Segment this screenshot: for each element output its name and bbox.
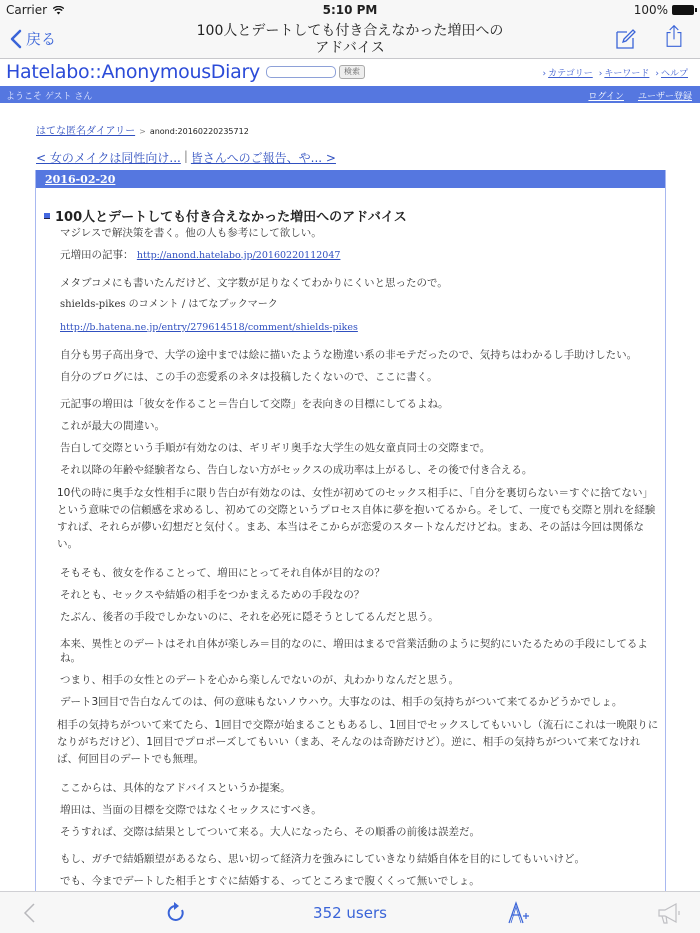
paragraph: 10代の時に奥手な女性相手に限り告白が有効なのは、女性が初めてのセックス相手に、「自分を裏切らない＝すぐに捨てない」という意味での信頼感を求めるし、初めての交際というプロセス自体に夢を抱いてるから。そして、一度でも交際と別れを経験すれば、それらが儚い幻想だと気付く。まあ、本当はそこからが恋愛のスタートなんだけどね。まあ、その話は今回は関係ない。 (57, 487, 656, 550)
battery-status: 100% (634, 3, 694, 17)
paragraph: 増田は、当面の目標を交際ではなくセックスにすべき。 (60, 804, 322, 816)
compose-icon[interactable] (614, 27, 638, 51)
paragraph: これが最大の間違い。 (60, 420, 165, 432)
carrier-label: Carrier (6, 3, 64, 17)
paragraph: 本来、異性とのデートはそれ自体が楽しみ＝目的なのに、増田はまるで営業活動のように契約にいたるための手段にしてるよね。 (60, 638, 648, 664)
bookmark-users-count (0, 904, 700, 922)
bottom-toolbar (0, 891, 700, 933)
page-title (180, 23, 520, 57)
share-icon[interactable] (662, 24, 686, 48)
entry-title (44, 206, 407, 225)
paragraph: マジレスで解決策を書く。他の人も参考にして欲しい。 (60, 227, 322, 239)
category-link[interactable]: › カテゴリー (543, 66, 593, 79)
site-logo[interactable]: Hatelabo::AnonymousDiary (6, 61, 260, 83)
pager-divider: | (183, 149, 188, 163)
paragraph: メタブコメにも書いたんだけど、文字数が足りなくてわかりにくいと思ったので。 (60, 277, 448, 289)
entry-permalink-icon[interactable] (44, 213, 50, 219)
paragraph: デート3回目で告白なんてのは、何の意味もないノウハウ。大事なのは、相手の気持ちがついて来てるかどうかでしょ。 (60, 696, 623, 708)
day-header (36, 170, 665, 188)
help-link[interactable]: › ヘルプ (655, 66, 688, 79)
search-button[interactable]: 検索 (339, 65, 365, 79)
site-header (0, 59, 700, 86)
next-entry-link[interactable]: 皆さんへのご報告、や... > (190, 151, 336, 165)
paragraph: そもそも、彼女を作ることって、増田にとってそれ自体が目的なの？ (60, 567, 385, 579)
paragraph: 自分のブログには、この手の恋愛系のネタは投稿したくないので、ここに書く。 (60, 371, 438, 383)
breadcrumb-current: anond:20160220235712 (149, 127, 249, 136)
user-links (588, 89, 692, 102)
welcome-bar (0, 86, 700, 103)
paragraph: 告白して交際という手順が有効なのは、ギリギリ奥手な大学生の処女童貞同士の交際まで。 (60, 442, 491, 454)
paragraph: 相手の気持ちがついて来てたら、1回目で交際が始まることもあるし、1回目でセックスしてもいいし（流石にこれは一晩限りになりがちだけど）、1回目でプロポーズしてもいい（まあ、そんなのは奇跡だけど）。逆に、相手の気持ちがついて来てなければ、何回目のデートでも無理。 (57, 719, 659, 765)
paragraph: たぶん、後者の手段でしかないのに、それを必死に隠そうとしてるんだと思う。 (60, 611, 439, 623)
breadcrumb-root-link[interactable]: はてな匿名ダイアリー (36, 126, 136, 137)
chevron-left-icon (10, 29, 22, 49)
paragraph: もし、ガチで結婚願望があるなら、思い切って経済力を強みにしていきなり結婚自体を目的にしてもいいけど。 (60, 853, 585, 865)
entry-title-text: 100人とデートしても付き合えなかった増田へのアドバイス (55, 210, 407, 225)
paragraph: それとも、セックスや結婚の相手をつかまえるための手段なの？ (60, 589, 365, 601)
megaphone-icon[interactable] (656, 901, 684, 925)
paragraph (60, 320, 660, 335)
font-size-icon[interactable] (506, 901, 532, 925)
breadcrumb-separator: > (139, 127, 146, 136)
register-link[interactable]: ユーザー登録 (637, 92, 692, 102)
navigation-bar (0, 20, 700, 59)
paragraph: ここからは、具体的なアドバイスというか提案。 (60, 782, 291, 794)
header-links (543, 66, 689, 79)
bookmark-comment-link[interactable]: http://b.hatena.ne.jp/entry/279614518/comment/shields-pikes (60, 322, 358, 333)
paragraph: でも、今までデートした相手とすぐに結婚する、ってところまで腹くくって無いでしょ。 (60, 875, 480, 887)
paragraph: 元記事の増田は「彼女を作ること＝告白して交際」を表向きの目標にしてるよね。 (60, 398, 449, 410)
prev-entry-link[interactable]: < 女のメイクは同性向け... (36, 151, 181, 165)
reload-icon[interactable] (165, 901, 187, 925)
paragraph: 自分も男子高出身で、大学の途中までは絵に描いたような勘違い系の非モテだったので、気持ちはわかるし手助けしたい。 (60, 349, 638, 361)
back-label: 戻る (26, 30, 57, 48)
search-input[interactable] (266, 66, 336, 78)
status-bar (0, 0, 700, 20)
paragraph: つまり、相手の女性とのデートを心から楽しんでないのが、丸わかりなんだと思う。 (60, 674, 459, 686)
back-button[interactable] (10, 28, 56, 49)
page-title-line1: 100人とデートしても付き合えなかった増田への (196, 23, 504, 39)
paragraph: 元増田の記事： http://anond.hatelabo.jp/20160220112047 (60, 249, 341, 261)
welcome-text: ようこそ ゲスト さん (6, 92, 93, 102)
paragraph: それ以降の年齢や経験者なら、告白しない方がセックスの成功率は上がるし、その後で付き合える。 (60, 464, 533, 476)
chevron-left-icon[interactable] (22, 902, 36, 924)
diary-day (35, 170, 666, 900)
entry-body (57, 226, 660, 933)
paragraph: shields-pikes のコメント / はてなブックマーク (60, 299, 278, 310)
paragraph: そうすれば、交際は結果としてついて来る。大人になったら、その順番の前後は誤差だ。 (60, 826, 480, 838)
battery-icon (672, 5, 694, 15)
keyword-link[interactable]: › キーワード (599, 66, 650, 79)
entry-date-link[interactable]: 2016-02-20 (45, 173, 116, 186)
breadcrumb (36, 122, 249, 137)
page-title-line2: アドバイス (315, 40, 385, 56)
login-link[interactable]: ログイン (588, 92, 624, 102)
clock: 5:10 PM (322, 3, 378, 17)
entry-pager (36, 149, 336, 166)
original-article-link[interactable]: http://anond.hatelabo.jp/20160220112047 (136, 250, 341, 261)
bookmark-users-button[interactable]: 352 users (313, 904, 387, 922)
